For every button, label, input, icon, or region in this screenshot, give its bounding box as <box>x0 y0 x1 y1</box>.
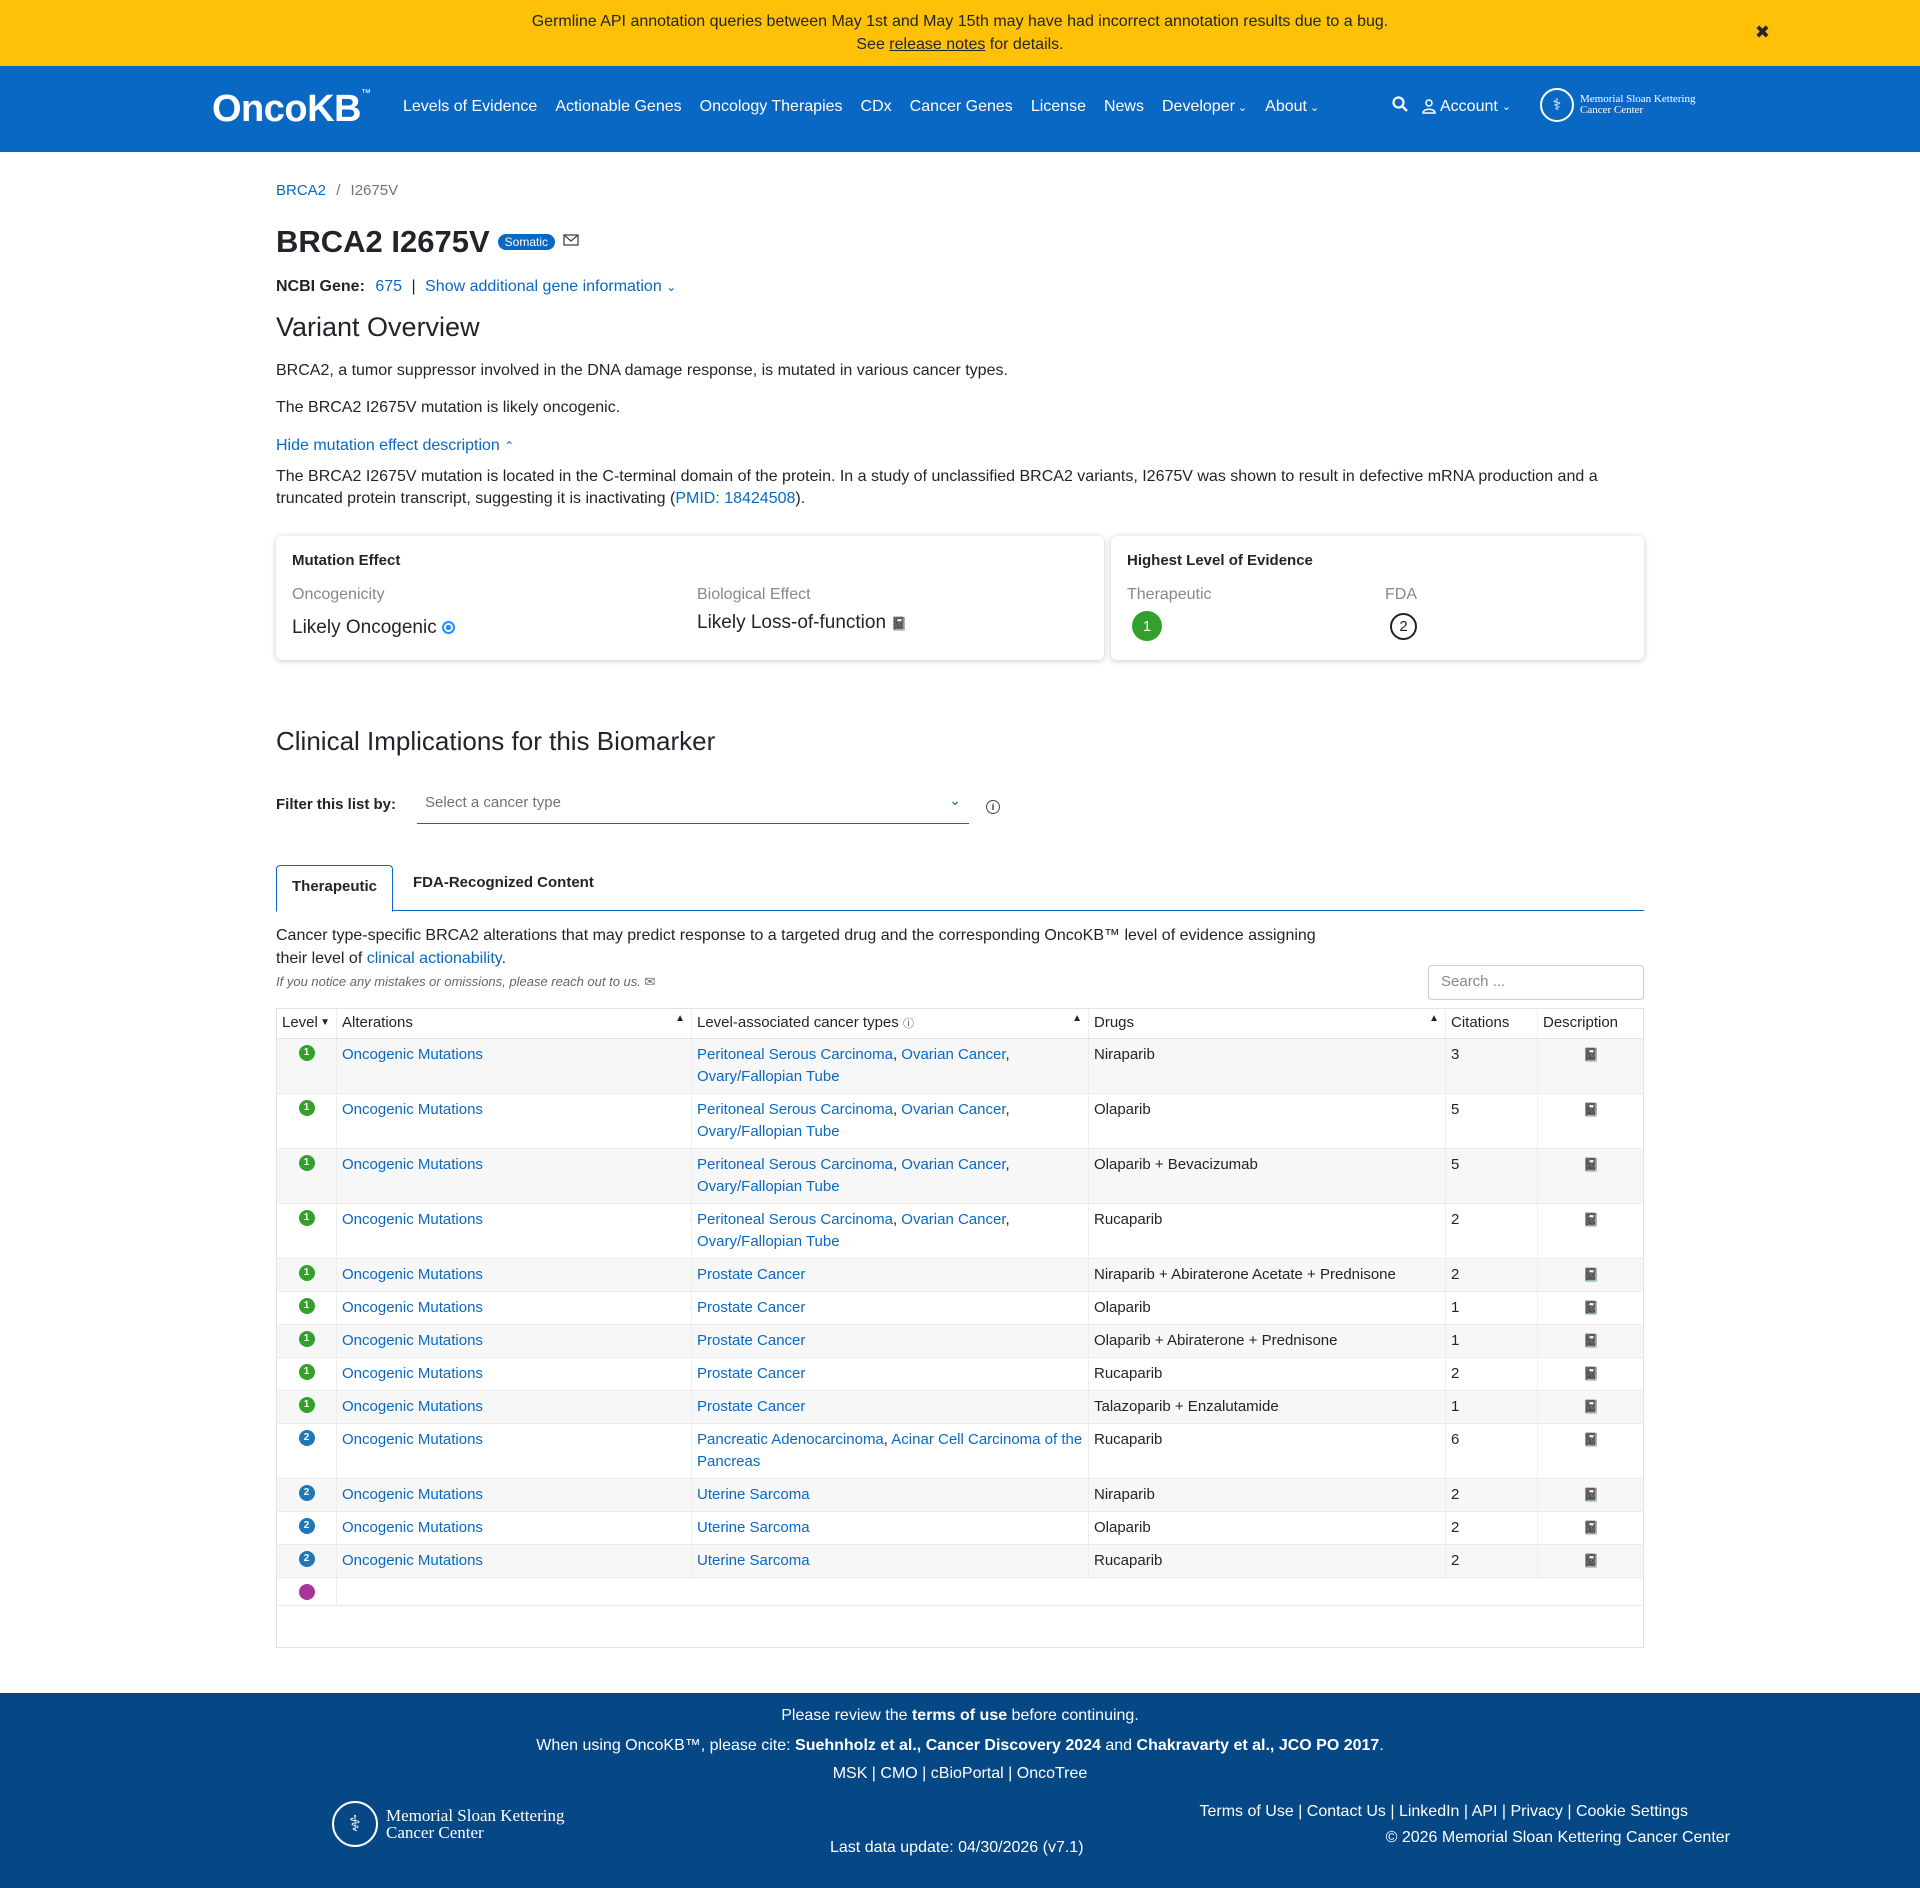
nav-news[interactable]: News <box>1103 98 1144 115</box>
cancer-type-link[interactable]: Uterine Sarcoma <box>697 1486 810 1503</box>
cancer-type-select[interactable] <box>417 780 969 824</box>
citations-cell: 2 <box>1446 1545 1538 1577</box>
description-cell <box>1538 1204 1644 1258</box>
nav-developer-dropdown[interactable] <box>1162 98 1247 116</box>
level-cell <box>277 1259 337 1291</box>
alteration-link[interactable]: Oncogenic Mutations <box>342 1486 483 1503</box>
nav-menu <box>403 98 1337 116</box>
cancer-type-link[interactable]: Ovary/Fallopian Tube <box>697 1068 840 1085</box>
footer-msk-line1: Memorial Sloan Kettering <box>386 1806 565 1825</box>
book-icon[interactable]: 📓 <box>891 616 908 631</box>
table-row <box>277 1479 1644 1512</box>
cancer-type-link[interactable]: Peritoneal Serous Carcinoma <box>697 1046 893 1063</box>
msk-line2: Cancer Center <box>1580 104 1644 116</box>
citations-cell: 3 <box>1446 1039 1538 1093</box>
cancer-type-cell: Peritoneal Serous Carcinoma, Ovarian Cancer, Ovary/Fallopian Tube <box>692 1094 1089 1148</box>
drugs-cell: Niraparib <box>1089 1039 1446 1093</box>
mail-icon[interactable] <box>563 233 579 251</box>
chevron-down-icon: ⌄ <box>1237 102 1248 114</box>
alteration-cell <box>337 1424 692 1478</box>
cancer-type-link[interactable]: Ovarian Cancer <box>901 1046 1006 1063</box>
alteration-link[interactable]: Oncogenic Mutations <box>342 1552 483 1569</box>
citations-cell: 2 <box>1446 1479 1538 1511</box>
nav-oncology-therapies[interactable]: Oncology Therapies <box>699 98 843 115</box>
chevron-up-circle-icon: ⌃ <box>504 439 515 453</box>
footer-cite <box>0 1737 1920 1755</box>
tab-fda-recognized[interactable]: FDA-Recognized Content <box>413 874 594 891</box>
gene-info-sep: | <box>411 278 416 295</box>
description-cell <box>1538 1259 1644 1291</box>
cancer-type-cell <box>692 1325 1089 1357</box>
biological-effect-text: Likely Loss-of-function <box>697 612 887 633</box>
msk-line1: Memorial Sloan Kettering <box>1580 93 1696 105</box>
brand-tm: ™ <box>361 88 371 99</box>
feedback-note-text: If you notice any mistakes or omissions, please reach out to us. <box>276 974 641 989</box>
cancer-type-cell <box>692 1292 1089 1324</box>
level-cell <box>277 1149 337 1203</box>
cancer-type-cell: Peritoneal Serous Carcinoma, Ovarian Cancer, Ovary/Fallopian Tube <box>692 1039 1089 1093</box>
fda-label: FDA <box>1385 586 1417 603</box>
description-cell <box>1538 1292 1644 1324</box>
info-icon[interactable]: i <box>986 800 1000 814</box>
variant-overview-heading: Variant Overview <box>276 312 480 342</box>
level-cell <box>277 1358 337 1390</box>
citations-cell: 5 <box>1446 1149 1538 1203</box>
col-drugs-label: Drugs <box>1094 1014 1135 1031</box>
footer-links[interactable]: Terms of Use | Contact Us | LinkedIn | API | Privacy | Cookie Settings <box>1199 1803 1688 1820</box>
mutation-effect-description <box>276 466 1644 510</box>
description-cell <box>1538 1424 1644 1478</box>
footer-terms-end: before continuing. <box>1007 1707 1139 1724</box>
citations-cell: 6 <box>1446 1424 1538 1478</box>
cancer-type-link[interactable]: Ovary/Fallopian Tube <box>697 1178 840 1195</box>
msk-emblem-icon: ⚕ <box>332 1801 378 1847</box>
oncogenicity-text: Likely Oncogenic <box>292 617 437 638</box>
page-title <box>276 224 579 260</box>
therapeutic-description-text: Cancer type-specific BRCA2 alterations that may predict response to a targeted drug and the corresponding OncoKB™ level of evidence assigning their level of <box>276 927 1316 967</box>
description-cell <box>1538 1391 1644 1423</box>
chevron-down-icon: ⌄ <box>1501 101 1512 113</box>
mutation-effect-text: The BRCA2 I2675V mutation is located in the C-terminal domain of the protein. In a study of unclassified BRCA2 variants, I2675V was shown to result in defective mRNA production and a truncated protein transcript, suggesting it is inactivating ( <box>276 468 1598 507</box>
drugs-cell: Rucaparib <box>1089 1204 1446 1258</box>
nav-cdx[interactable]: CDx <box>860 98 892 115</box>
last-data-update: Last data update: 04/30/2026 (v7.1) <box>830 1839 1084 1856</box>
mutation-effect-title: Mutation Effect <box>292 552 401 569</box>
gene-info <box>276 278 676 296</box>
alteration-cell <box>337 1292 692 1324</box>
nav-license[interactable]: License <box>1030 98 1086 115</box>
cancer-type-cell <box>692 1512 1089 1544</box>
table-row <box>277 1094 1644 1149</box>
level-badge[interactable]: 1 <box>299 1155 315 1171</box>
book-icon[interactable]: 📓 <box>1583 1333 1600 1348</box>
alteration-link[interactable]: Oncogenic Mutations <box>342 1365 483 1382</box>
description-cell <box>1538 1325 1644 1357</box>
therapeutic-description <box>276 924 1316 970</box>
book-icon[interactable]: 📓 <box>1583 1553 1600 1568</box>
feedback-note <box>276 974 655 990</box>
banner-text-start: Germline API annotation queries between May 1st and May 15th may have had incorrect annotation results due to a bug. See <box>531 13 1389 53</box>
cancer-type-link[interactable]: Prostate Cancer <box>697 1398 806 1415</box>
description-cell <box>1538 1479 1644 1511</box>
drugs-cell: Olaparib <box>1089 1512 1446 1544</box>
pmid-link[interactable]: PMID: 18424508 <box>675 490 796 507</box>
alteration-link[interactable]: Oncogenic Mutations <box>342 1332 483 1349</box>
level-badge[interactable]: 1 <box>299 1210 315 1226</box>
ncbi-gene-link[interactable]: 675 <box>375 278 403 295</box>
sort-desc-icon: ▼ <box>320 1017 330 1028</box>
book-icon[interactable]: 📓 <box>1583 1300 1600 1315</box>
description-cell <box>1538 1512 1644 1544</box>
table-row <box>277 1391 1644 1424</box>
level-badge[interactable]: 1 <box>299 1364 315 1380</box>
nav-cancer-genes[interactable]: Cancer Genes <box>909 98 1013 115</box>
level-badge[interactable]: 1 <box>299 1100 315 1116</box>
about-label: About <box>1265 98 1307 115</box>
drugs-cell: Olaparib <box>1089 1094 1446 1148</box>
level-cell <box>277 1039 337 1093</box>
table-row <box>277 1149 1644 1204</box>
tab-therapeutic[interactable]: Therapeutic <box>276 865 393 912</box>
book-icon[interactable]: 📓 <box>1583 1487 1600 1502</box>
level-badge[interactable]: 2 <box>299 1430 315 1446</box>
breadcrumb-sep: / <box>336 182 341 199</box>
alteration-cell <box>337 1204 692 1258</box>
oncogenicity-value <box>292 617 455 639</box>
description-cell <box>1538 1149 1644 1203</box>
account-label: Account <box>1440 97 1498 115</box>
level-badge[interactable]: 1 <box>299 1265 315 1281</box>
alteration-cell <box>337 1391 692 1423</box>
book-icon[interactable]: 📓 <box>1583 1520 1600 1535</box>
col-level[interactable] <box>277 1009 337 1038</box>
banner-text-end: for details. <box>985 36 1064 53</box>
level-badge[interactable]: 2 <box>299 1518 315 1534</box>
alteration-link[interactable]: Oncogenic Mutations <box>342 1519 483 1536</box>
drugs-cell: Niraparib + Abiraterone Acetate + Prednisone <box>1089 1259 1446 1291</box>
book-icon[interactable]: 📓 <box>1583 1047 1600 1062</box>
level-cell <box>277 1094 337 1148</box>
user-icon <box>1422 99 1436 114</box>
brand-name: OncoKB <box>212 88 361 130</box>
alteration-cell <box>337 1149 692 1203</box>
drugs-cell: Olaparib <box>1089 1292 1446 1324</box>
drugs-cell: Niraparib <box>1089 1479 1446 1511</box>
alteration-cell <box>337 1094 692 1148</box>
cancer-type-link[interactable]: Ovary/Fallopian Tube <box>697 1233 840 1250</box>
level-cell <box>277 1479 337 1511</box>
table-search-input[interactable]: Search ... <box>1428 965 1644 1000</box>
alteration-cell <box>337 1259 692 1291</box>
banner-text <box>525 10 1395 56</box>
alteration-cell <box>337 1512 692 1544</box>
book-icon[interactable]: 📓 <box>1583 1212 1600 1227</box>
chevron-down-icon: ⌄ <box>949 792 961 808</box>
level-cell <box>277 1292 337 1324</box>
fda-level-badge[interactable]: 2 <box>1390 613 1417 640</box>
highest-level-card <box>1111 536 1644 660</box>
therapeutic-level-badge[interactable]: 1 <box>1132 611 1162 641</box>
table-row <box>277 1325 1644 1358</box>
level-cell <box>277 1325 337 1357</box>
level-cell <box>277 1391 337 1423</box>
announcement-banner <box>0 0 1920 66</box>
overview-gene-summary: BRCA2, a tumor suppressor involved in the DNA damage response, is mutated in various cancer types. <box>276 362 1008 379</box>
book-icon[interactable]: 📓 <box>1583 1432 1600 1447</box>
cancer-type-link[interactable]: Uterine Sarcoma <box>697 1519 810 1536</box>
nav-right <box>1392 96 1511 117</box>
cancer-type-link[interactable]: Prostate Cancer <box>697 1332 806 1349</box>
cancer-type-cell <box>692 1545 1089 1577</box>
citations-cell: 1 <box>1446 1325 1538 1357</box>
table-row <box>277 1358 1644 1391</box>
cite-end: . <box>1379 1737 1384 1754</box>
breadcrumb <box>276 182 398 199</box>
cancer-type-link[interactable]: Ovarian Cancer <box>901 1156 1006 1173</box>
alteration-link[interactable]: Oncogenic Mutations <box>342 1398 483 1415</box>
level-cell <box>277 1578 337 1605</box>
footer-partner-links[interactable]: MSK | CMO | cBioPortal | OncoTree <box>832 1765 1088 1782</box>
cancer-type-link[interactable]: Ovary/Fallopian Tube <box>697 1123 840 1140</box>
table-body <box>277 1039 1644 1606</box>
oncogenic-icon <box>442 621 455 634</box>
table-row <box>277 1204 1644 1259</box>
level-cell <box>277 1512 337 1544</box>
cancer-type-link[interactable]: Uterine Sarcoma <box>697 1552 810 1569</box>
cancer-type-link[interactable]: Pancreatic Adenocarcinoma <box>697 1431 884 1448</box>
cancer-type-cell <box>692 1479 1089 1511</box>
cancer-type-placeholder: Select a cancer type <box>425 794 561 811</box>
level-cell <box>277 1424 337 1478</box>
cancer-type-cell: Peritoneal Serous Carcinoma, Ovarian Cancer, Ovary/Fallopian Tube <box>692 1204 1089 1258</box>
alteration-link[interactable]: Oncogenic Mutations <box>342 1211 483 1228</box>
somatic-badge: Somatic <box>498 234 555 250</box>
hide-mutation-effect-label: Hide mutation effect description <box>276 437 500 454</box>
alteration-cell <box>337 1545 692 1577</box>
col-cancer-types-label: Level-associated cancer types <box>697 1014 899 1031</box>
col-alterations[interactable] <box>337 1009 692 1038</box>
alteration-link[interactable]: Oncogenic Mutations <box>342 1101 483 1118</box>
description-cell <box>1538 1039 1644 1093</box>
citations-cell: 2 <box>1446 1204 1538 1258</box>
filter-label: Filter this list by: <box>276 796 397 813</box>
description-cell <box>1538 1094 1644 1148</box>
info-icon[interactable]: ⓘ <box>902 1018 914 1030</box>
hide-mutation-effect-link[interactable] <box>276 437 514 455</box>
citations-cell: 1 <box>1446 1391 1538 1423</box>
level-badge[interactable]: 1 <box>299 1397 315 1413</box>
footer-terms-text: Please review the <box>781 1707 912 1724</box>
mail-icon[interactable]: ✉ <box>644 974 656 989</box>
therapeutic-label: Therapeutic <box>1127 586 1212 603</box>
cancer-type-link[interactable]: Ovarian Cancer <box>901 1101 1006 1118</box>
cancer-type-cell: Pancreatic Adenocarcinoma, Acinar Cell Carcinoma of the Pancreas <box>692 1424 1089 1478</box>
level-badge <box>299 1584 315 1600</box>
clinical-implications-heading: Clinical Implications for this Biomarker <box>276 726 716 756</box>
alteration-cell <box>337 1479 692 1511</box>
chevron-down-icon: ⌄ <box>1309 102 1320 114</box>
alteration-link[interactable]: Oncogenic Mutations <box>342 1299 483 1316</box>
biological-effect-value <box>697 612 908 634</box>
col-alterations-label: Alterations <box>342 1014 413 1031</box>
book-icon[interactable]: 📓 <box>1583 1267 1600 1282</box>
tab-bar <box>276 865 1644 911</box>
col-level-label: Level <box>282 1014 318 1031</box>
search-icon[interactable] <box>1392 96 1408 117</box>
cancer-type-link[interactable]: Ovarian Cancer <box>901 1211 1006 1228</box>
citations-cell: 2 <box>1446 1512 1538 1544</box>
footer <box>0 1693 1920 1888</box>
biological-effect-label: Biological Effect <box>697 586 811 603</box>
mutation-effect-card <box>276 536 1104 660</box>
close-icon[interactable]: ✖ <box>1754 22 1770 42</box>
ncbi-label: NCBI Gene: <box>276 278 365 295</box>
table-row <box>277 1512 1644 1545</box>
copyright: © 2026 Memorial Sloan Kettering Cancer Center <box>1385 1829 1730 1846</box>
cite-chakravarty-link[interactable]: Chakravarty et al., JCO PO 2017 <box>1136 1737 1380 1754</box>
table-row <box>277 1545 1644 1578</box>
implications-table <box>276 1008 1644 1648</box>
alteration-link[interactable]: Oncogenic Mutations <box>342 1156 483 1173</box>
description-cell <box>1538 1358 1644 1390</box>
cancer-type-link[interactable]: Peritoneal Serous Carcinoma <box>697 1211 893 1228</box>
cancer-type-link[interactable]: Prostate Cancer <box>697 1299 806 1316</box>
alteration-cell <box>337 1039 692 1093</box>
cancer-type-cell: Peritoneal Serous Carcinoma, Ovarian Cancer, Ovary/Fallopian Tube <box>692 1149 1089 1203</box>
level-badge[interactable]: 1 <box>299 1045 315 1061</box>
table-row <box>277 1259 1644 1292</box>
show-gene-info-link[interactable] <box>425 278 676 295</box>
msk-logo[interactable] <box>1540 88 1695 122</box>
alteration-cell <box>337 1325 692 1357</box>
alteration-link[interactable]: Oncogenic Mutations <box>342 1266 483 1283</box>
drugs-cell: Talazoparib + Enzalutamide <box>1089 1391 1446 1423</box>
drugs-cell: Rucaparib <box>1089 1424 1446 1478</box>
cite-and: and <box>1100 1737 1137 1754</box>
drugs-cell: Olaparib + Bevacizumab <box>1089 1149 1446 1203</box>
drugs-cell: Rucaparib <box>1089 1545 1446 1577</box>
col-citations[interactable] <box>1446 1009 1538 1038</box>
drugs-cell: Olaparib + Abiraterone + Prednisone <box>1089 1325 1446 1357</box>
cancer-type-link[interactable]: Prostate Cancer <box>697 1365 806 1382</box>
release-notes-link[interactable]: release notes <box>889 36 986 53</box>
drugs-cell: Rucaparib <box>1089 1358 1446 1390</box>
msk-emblem-icon: ⚕ <box>1540 88 1574 122</box>
terms-of-use-link[interactable]: terms of use <box>911 1707 1008 1724</box>
footer-msk-line2: Cancer Center <box>386 1823 484 1842</box>
highest-level-title: Highest Level of Evidence <box>1127 552 1313 569</box>
cite-suehnholz-link[interactable]: Suehnholz et al., Cancer Discovery 2024 <box>795 1737 1101 1754</box>
cancer-type-link[interactable]: Peritoneal Serous Carcinoma <box>697 1156 893 1173</box>
alteration-cell <box>337 1358 692 1390</box>
cite-text: When using OncoKB™, please cite: <box>536 1737 796 1754</box>
developer-label: Developer <box>1161 98 1235 115</box>
cancer-type-link[interactable]: Acinar Cell Carcinoma of the Pancreas <box>697 1431 1083 1470</box>
therapeutic-description-end: . <box>501 950 507 967</box>
footer-right <box>1199 1803 1730 1847</box>
breadcrumb-gene[interactable]: BRCA2 <box>276 182 327 199</box>
navbar <box>0 66 1920 152</box>
clinical-actionability-link[interactable]: clinical actionability <box>366 950 502 967</box>
table-row <box>277 1424 1644 1479</box>
nav-levels-of-evidence[interactable]: Levels of Evidence <box>403 98 538 115</box>
cancer-type-cell <box>692 1259 1089 1291</box>
table-row-partial <box>277 1578 1644 1606</box>
breadcrumb-variant: I2675V <box>350 182 399 199</box>
citations-cell: 1 <box>1446 1292 1538 1324</box>
table-row <box>277 1292 1644 1325</box>
oncokb-logo[interactable] <box>212 88 371 131</box>
citations-cell: 2 <box>1446 1358 1538 1390</box>
account-dropdown[interactable] <box>1422 98 1511 116</box>
mutation-effect-text-end: ). <box>795 490 806 507</box>
citations-cell: 2 <box>1446 1259 1538 1291</box>
level-badge[interactable]: 2 <box>299 1551 315 1567</box>
level-cell <box>277 1204 337 1258</box>
cancer-type-link[interactable]: Prostate Cancer <box>697 1266 806 1283</box>
sort-asc-icon: ▲ <box>675 1013 685 1024</box>
cancer-type-cell <box>692 1391 1089 1423</box>
title-text: BRCA2 I2675V <box>276 224 490 259</box>
oncogenicity-label: Oncogenicity <box>292 586 385 603</box>
overview-variant-summary: The BRCA2 I2675V mutation is likely oncogenic. <box>276 399 621 416</box>
alteration-link[interactable]: Oncogenic Mutations <box>342 1046 483 1063</box>
level-badge[interactable]: 1 <box>299 1331 315 1347</box>
alteration-link[interactable]: Oncogenic Mutations <box>342 1431 483 1448</box>
book-icon[interactable]: 📓 <box>1583 1157 1600 1172</box>
level-badge[interactable]: 2 <box>299 1485 315 1501</box>
table-row <box>277 1039 1644 1094</box>
book-icon[interactable]: 📓 <box>1583 1102 1600 1117</box>
col-citations-label: Citations <box>1451 1014 1510 1031</box>
cancer-type-link[interactable]: Peritoneal Serous Carcinoma <box>697 1101 893 1118</box>
description-cell <box>1538 1545 1644 1577</box>
col-description-label: Description <box>1543 1014 1619 1031</box>
footer-terms <box>0 1707 1920 1725</box>
footer-msk-logo[interactable] <box>332 1801 564 1847</box>
sort-asc-icon: ▲ <box>1429 1013 1439 1024</box>
level-cell <box>277 1545 337 1577</box>
col-description[interactable] <box>1538 1009 1644 1038</box>
col-cancer-types[interactable] <box>692 1009 1089 1038</box>
table-header <box>277 1009 1644 1039</box>
chevron-down-circle-icon: ⌄ <box>666 280 677 294</box>
nav-about-dropdown[interactable] <box>1265 98 1319 116</box>
level-badge[interactable]: 1 <box>299 1298 315 1314</box>
col-drugs[interactable] <box>1089 1009 1446 1038</box>
show-gene-info-label: Show additional gene information <box>425 278 662 295</box>
book-icon[interactable]: 📓 <box>1583 1399 1600 1414</box>
citations-cell: 5 <box>1446 1094 1538 1148</box>
cancer-type-cell <box>692 1358 1089 1390</box>
sort-asc-icon: ▲ <box>1072 1013 1082 1024</box>
book-icon[interactable]: 📓 <box>1583 1366 1600 1381</box>
nav-actionable-genes[interactable]: Actionable Genes <box>555 98 682 115</box>
